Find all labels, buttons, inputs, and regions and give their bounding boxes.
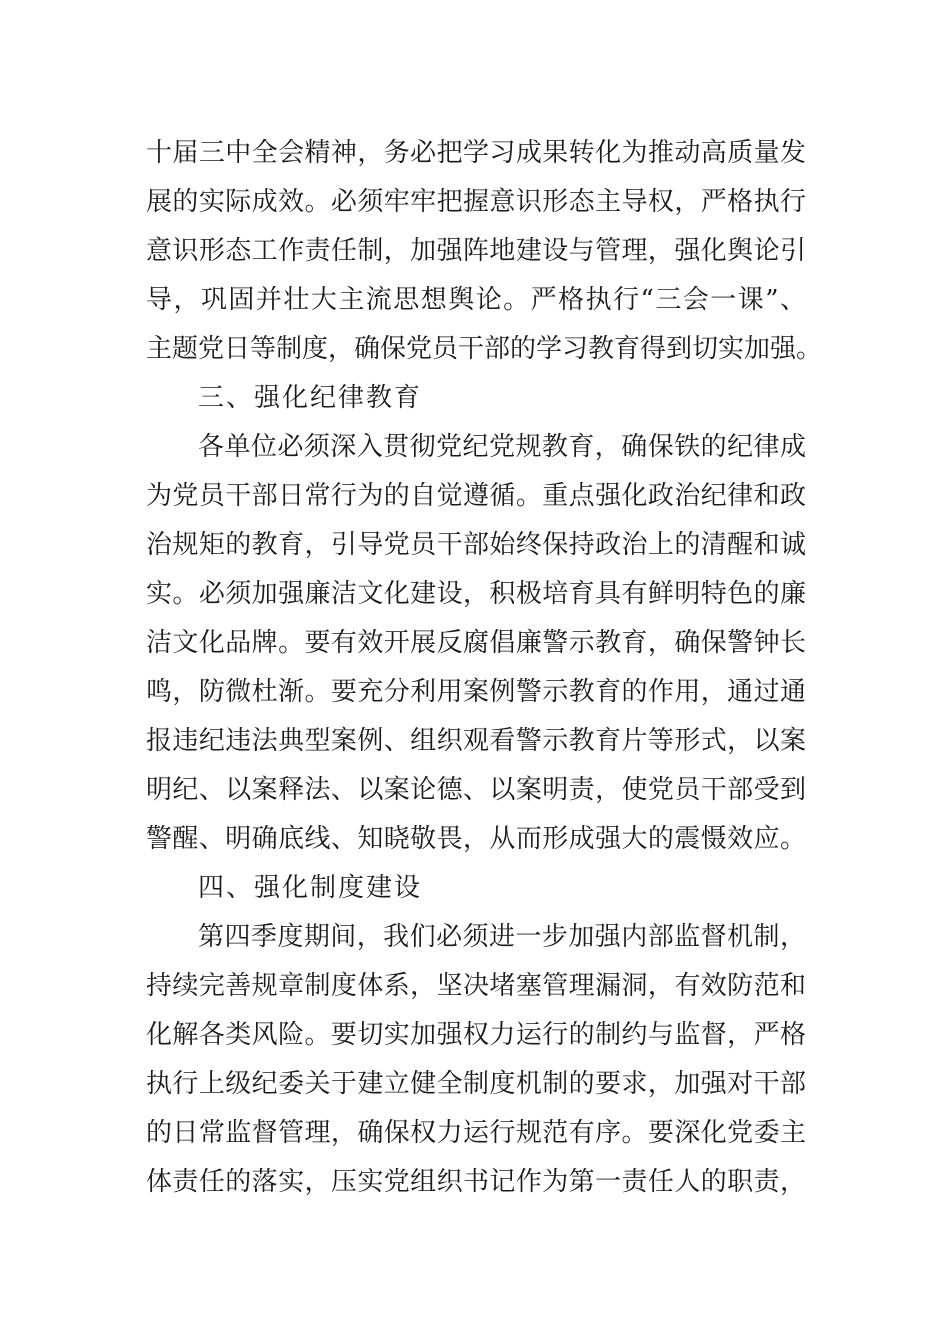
- body-text-line: 为党员干部日常行为的自觉遵循。重点强化政治纪律和政: [146, 481, 806, 511]
- body-text-line: 导，巩固并壮大主流思想舆论。严格执行“三会一课”、: [146, 285, 806, 315]
- body-text-line: 警醒、明确底线、知晓敬畏，从而形成强大的震慑效应。: [146, 824, 806, 854]
- body-text-line: 体责任的落实，压实党组织书记作为第一责任人的职责，: [146, 1167, 806, 1197]
- body-text-line: 洁文化品牌。要有效开展反腐倡廉警示教育，确保警钟长: [146, 628, 806, 658]
- section-heading: 四、强化制度建设: [198, 873, 423, 903]
- body-text-line: 实。必须加强廉洁文化建设，积极培育具有鲜明特色的廉: [146, 579, 806, 609]
- paragraph-first-line: 各单位必须深入贯彻党纪党规教育，确保铁的纪律成: [198, 432, 806, 462]
- body-text-line: 执行上级纪委关于建立健全制度机制的要求，加强对干部: [146, 1069, 806, 1099]
- body-text-line: 化解各类风险。要切实加强权力运行的制约与监督，严格: [146, 1020, 806, 1050]
- body-text-line: 意识形态工作责任制，加强阵地建设与管理，强化舆论引: [146, 236, 806, 266]
- body-text-line: 的日常监督管理，确保权力运行规范有序。要深化党委主: [146, 1118, 806, 1148]
- body-text-line: 治规矩的教育，引导党员干部始终保持政治上的清醒和诚: [146, 530, 806, 560]
- body-text-line: 十届三中全会精神，务必把学习成果转化为推动高质量发: [146, 138, 806, 168]
- body-text-line: 持续完善规章制度体系，坚决堵塞管理漏洞，有效防范和: [146, 971, 806, 1001]
- body-text-line: 主题党日等制度，确保党员干部的学习教育得到切实加强。: [146, 334, 823, 364]
- body-text-line: 明纪、以案释法、以案论德、以案明责，使党员干部受到: [146, 775, 806, 805]
- section-heading: 三、强化纪律教育: [198, 383, 423, 413]
- paragraph-first-line: 第四季度期间，我们必须进一步加强内部监督机制，: [198, 922, 806, 952]
- body-text-line: 展的实际成效。必须牢牢把握意识形态主导权，严格执行: [146, 187, 806, 217]
- body-text-line: 报违纪违法典型案例、组织观看警示教育片等形式，以案: [146, 726, 806, 756]
- body-text-line: 鸣，防微杜渐。要充分利用案例警示教育的作用，通过通: [146, 677, 806, 707]
